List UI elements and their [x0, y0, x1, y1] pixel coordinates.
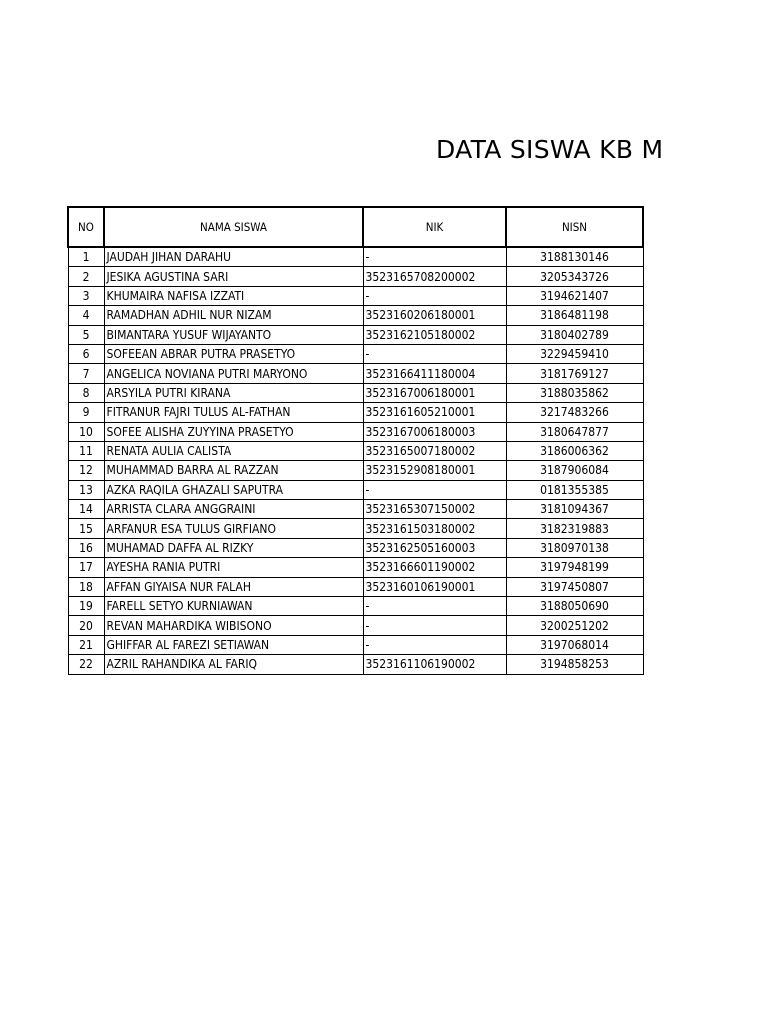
- cell-nik: 3523160106190001: [363, 577, 506, 596]
- table-row: [68, 344, 643, 363]
- cell-nisn: 3194621407: [506, 286, 643, 305]
- cell-nisn: 3181769127: [506, 364, 643, 383]
- cell-nama-siswa: ARRISTA CLARA ANGGRAINI: [104, 500, 363, 519]
- cell-no: 17: [68, 558, 104, 577]
- student-table: [67, 206, 644, 675]
- header-row: [68, 207, 643, 247]
- cell-nisn: 3197948199: [506, 558, 643, 577]
- cell-no: 4: [68, 306, 104, 325]
- cell-nama-siswa: FITRANUR FAJRI TULUS AL-FATHAN: [104, 403, 363, 422]
- cell-nisn: 3194858253: [506, 655, 643, 674]
- cell-nisn: 3180970138: [506, 538, 643, 557]
- cell-nama-siswa: AYESHA RANIA PUTRI: [104, 558, 363, 577]
- cell-no: 12: [68, 461, 104, 480]
- cell-nik: 3523160206180001: [363, 306, 506, 325]
- cell-nik: 3523162505160003: [363, 538, 506, 557]
- cell-nama-siswa: MUHAMMAD BARRA AL RAZZAN: [104, 461, 363, 480]
- cell-nik: -: [363, 597, 506, 616]
- cell-no: 14: [68, 500, 104, 519]
- cell-no: 20: [68, 616, 104, 635]
- cell-nisn: 3186481198: [506, 306, 643, 325]
- cell-nama-siswa: ARFANUR ESA TULUS GIRFIANO: [104, 519, 363, 538]
- column-header-nik: NIK: [363, 207, 506, 247]
- cell-nama-siswa: AFFAN GIYAISA NUR FALAH: [104, 577, 363, 596]
- cell-nisn: 3197450807: [506, 577, 643, 596]
- cell-nama-siswa: BIMANTARA YUSUF WIJAYANTO: [104, 325, 363, 344]
- table-row: [68, 538, 643, 557]
- table-row: [68, 364, 643, 383]
- cell-nik: 3523165708200002: [363, 267, 506, 286]
- cell-nama-siswa: ANGELICA NOVIANA PUTRI MARYONO: [104, 364, 363, 383]
- cell-nik: 3523167006180001: [363, 383, 506, 402]
- cell-nama-siswa: RENATA AULIA CALISTA: [104, 441, 363, 460]
- table-body: [68, 247, 643, 674]
- cell-nik: 3523166601190002: [363, 558, 506, 577]
- cell-nisn: 3182319883: [506, 519, 643, 538]
- cell-nisn: 3188050690: [506, 597, 643, 616]
- cell-no: 15: [68, 519, 104, 538]
- cell-no: 2: [68, 267, 104, 286]
- cell-nama-siswa: JAUDAH JIHAN DARAHU: [104, 247, 363, 267]
- table-row: [68, 519, 643, 538]
- table-row: [68, 635, 643, 654]
- cell-nisn: 3187906084: [506, 461, 643, 480]
- cell-no: 16: [68, 538, 104, 557]
- table-row: [68, 267, 643, 286]
- cell-nisn: 3181094367: [506, 500, 643, 519]
- cell-nik: 3523165307150002: [363, 500, 506, 519]
- table-row: [68, 597, 643, 616]
- cell-nik: -: [363, 286, 506, 305]
- cell-nisn: 3217483266: [506, 403, 643, 422]
- cell-nisn: 3180402789: [506, 325, 643, 344]
- table-row: [68, 577, 643, 596]
- cell-no: 9: [68, 403, 104, 422]
- cell-nama-siswa: AZKA RAQILA GHAZALI SAPUTRA: [104, 480, 363, 499]
- cell-nik: -: [363, 480, 506, 499]
- cell-no: 7: [68, 364, 104, 383]
- table-row: [68, 461, 643, 480]
- cell-nama-siswa: MUHAMAD DAFFA AL RIZKY: [104, 538, 363, 557]
- cell-no: 19: [68, 597, 104, 616]
- cell-no: 21: [68, 635, 104, 654]
- table-row: [68, 403, 643, 422]
- table-header: [68, 207, 643, 247]
- cell-nik: -: [363, 247, 506, 267]
- column-header-nama-siswa: NAMA SISWA: [104, 207, 363, 247]
- table-row: [68, 480, 643, 499]
- page-title: DATA SISWA KB M: [436, 135, 664, 164]
- table-row: [68, 325, 643, 344]
- cell-nama-siswa: AZRIL RAHANDIKA AL FARIQ: [104, 655, 363, 674]
- cell-no: 11: [68, 441, 104, 460]
- cell-nisn: 3188130146: [506, 247, 643, 267]
- cell-nisn: 3205343726: [506, 267, 643, 286]
- cell-nisn: 3186006362: [506, 441, 643, 460]
- title-container: [436, 130, 664, 170]
- table-row: [68, 500, 643, 519]
- cell-no: 13: [68, 480, 104, 499]
- table-row: [68, 558, 643, 577]
- cell-no: 8: [68, 383, 104, 402]
- cell-no: 18: [68, 577, 104, 596]
- table-row: [68, 616, 643, 635]
- cell-nik: -: [363, 616, 506, 635]
- column-header-nisn: NISN: [506, 207, 643, 247]
- cell-nama-siswa: FARELL SETYO KURNIAWAN: [104, 597, 363, 616]
- cell-nisn: 3229459410: [506, 344, 643, 363]
- cell-no: 1: [68, 247, 104, 267]
- cell-nisn: 3188035862: [506, 383, 643, 402]
- cell-nama-siswa: RAMADHAN ADHIL NUR NIZAM: [104, 306, 363, 325]
- cell-nik: 3523165007180002: [363, 441, 506, 460]
- cell-nisn: 0181355385: [506, 480, 643, 499]
- column-header-no: NO: [68, 207, 104, 247]
- cell-nama-siswa: ARSYILA PUTRI KIRANA: [104, 383, 363, 402]
- cell-nik: 3523162105180002: [363, 325, 506, 344]
- cell-no: 3: [68, 286, 104, 305]
- cell-nik: -: [363, 344, 506, 363]
- table-row: [68, 441, 643, 460]
- cell-nik: 3523166411180004: [363, 364, 506, 383]
- cell-nama-siswa: REVAN MAHARDIKA WIBISONO: [104, 616, 363, 635]
- table-row: [68, 286, 643, 305]
- cell-nik: 3523161503180002: [363, 519, 506, 538]
- cell-nama-siswa: JESIKA AGUSTINA SARI: [104, 267, 363, 286]
- table-row: [68, 383, 643, 402]
- cell-no: 6: [68, 344, 104, 363]
- table-row: [68, 247, 643, 267]
- cell-nama-siswa: KHUMAIRA NAFISA IZZATI: [104, 286, 363, 305]
- cell-nik: 3523167006180003: [363, 422, 506, 441]
- cell-nama-siswa: SOFEEAN ABRAR PUTRA PRASETYO: [104, 344, 363, 363]
- table-row: [68, 655, 643, 674]
- cell-no: 10: [68, 422, 104, 441]
- cell-no: 22: [68, 655, 104, 674]
- cell-nik: 3523161605210001: [363, 403, 506, 422]
- cell-nik: 3523161106190002: [363, 655, 506, 674]
- cell-nik: -: [363, 635, 506, 654]
- cell-nisn: 3200251202: [506, 616, 643, 635]
- table-row: [68, 306, 643, 325]
- cell-nik: 3523152908180001: [363, 461, 506, 480]
- cell-no: 5: [68, 325, 104, 344]
- table-row: [68, 422, 643, 441]
- cell-nisn: 3180647877: [506, 422, 643, 441]
- cell-nama-siswa: SOFEE ALISHA ZUYYINA PRASETYO: [104, 422, 363, 441]
- cell-nama-siswa: GHIFFAR AL FAREZI SETIAWAN: [104, 635, 363, 654]
- cell-nisn: 3197068014: [506, 635, 643, 654]
